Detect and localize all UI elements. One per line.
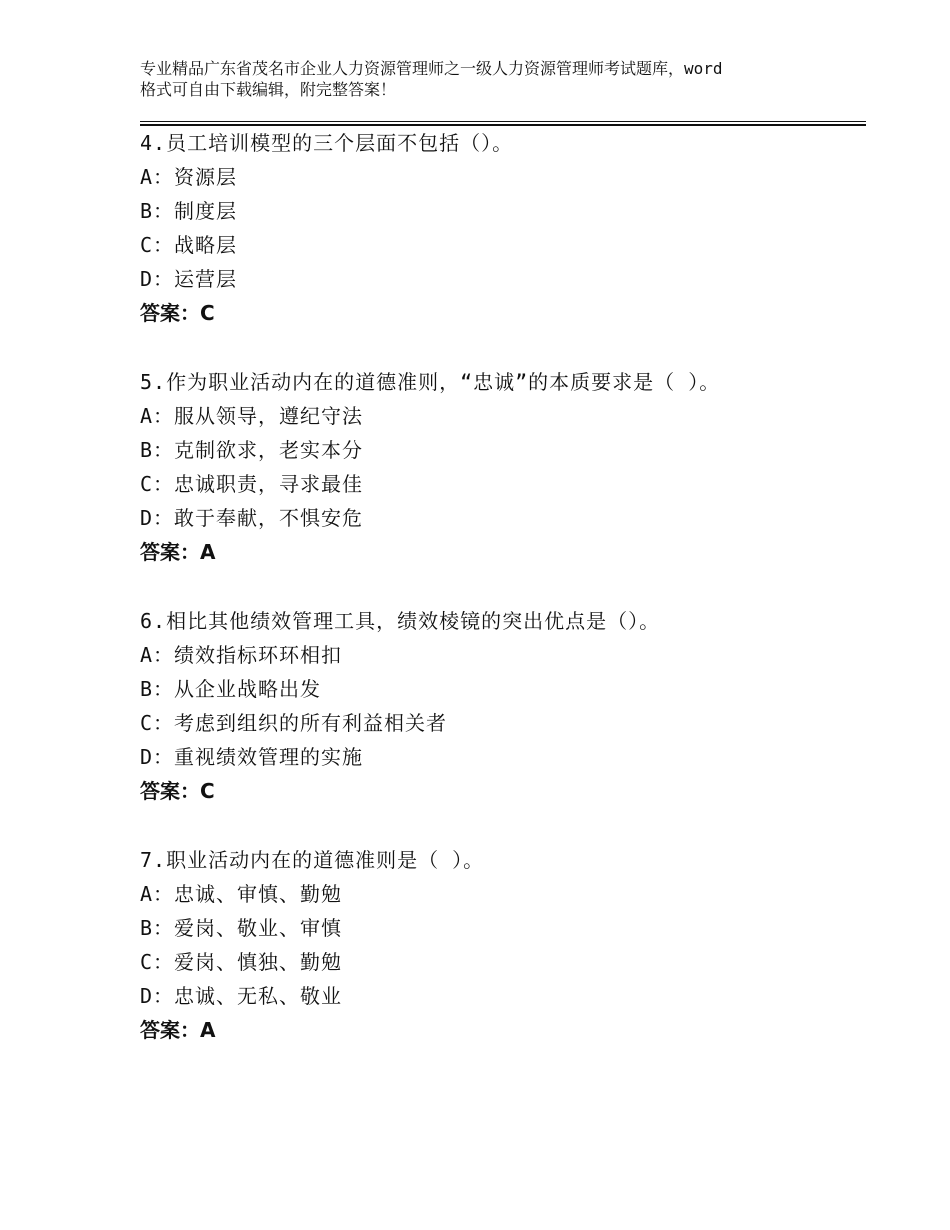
option-d: D：重视绩效管理的实施 bbox=[140, 745, 364, 769]
answer-line: 答案：C bbox=[140, 301, 215, 325]
option-a: A：服从领导，遵纪守法 bbox=[140, 404, 364, 428]
option-b: B：制度层 bbox=[140, 199, 238, 223]
option-c: C：战略层 bbox=[140, 233, 238, 257]
question-7 bbox=[140, 843, 860, 1047]
question-stem: 4.员工培训模型的三个层面不包括（）。 bbox=[140, 131, 514, 155]
option-c: C：考虑到组织的所有利益相关者 bbox=[140, 711, 448, 735]
option-a: A：资源层 bbox=[140, 165, 238, 189]
option-b: B：克制欲求，老实本分 bbox=[140, 438, 364, 462]
option-d: D：敢于奉献，不惧安危 bbox=[140, 506, 364, 530]
question-6 bbox=[140, 604, 860, 808]
header-line-2: 格式可自由下载编辑，附完整答案！ bbox=[140, 80, 397, 99]
option-a: A：绩效指标环环相扣 bbox=[140, 643, 343, 667]
option-a: A：忠诚、审慎、勤勉 bbox=[140, 882, 343, 906]
question-5 bbox=[140, 365, 860, 569]
option-d: D：忠诚、无私、敬业 bbox=[140, 984, 343, 1008]
question-stem: 5.作为职业活动内在的道德准则，“忠诚”的本质要求是（ ）。 bbox=[140, 370, 721, 394]
answer-line: 答案：A bbox=[140, 540, 216, 564]
option-c: C：爱岗、慎独、勤勉 bbox=[140, 950, 343, 974]
answer-line: 答案：A bbox=[140, 1018, 216, 1042]
option-d: D：运营层 bbox=[140, 267, 238, 291]
option-b: B：从企业战略出发 bbox=[140, 677, 322, 701]
question-stem: 7.职业活动内在的道德准则是（ ）。 bbox=[140, 848, 485, 872]
document-header bbox=[140, 58, 840, 100]
question-4 bbox=[140, 126, 860, 330]
question-stem: 6.相比其他绩效管理工具，绩效棱镜的突出优点是（）。 bbox=[140, 609, 661, 633]
option-c: C：忠诚职责，寻求最佳 bbox=[140, 472, 364, 496]
answer-line: 答案：C bbox=[140, 779, 215, 803]
header-line-1: 专业精品广东省茂名市企业人力资源管理师之一级人力资源管理师考试题库，word bbox=[140, 59, 723, 78]
header-divider-thin bbox=[140, 121, 866, 122]
option-b: B：爱岗、敬业、审慎 bbox=[140, 916, 343, 940]
